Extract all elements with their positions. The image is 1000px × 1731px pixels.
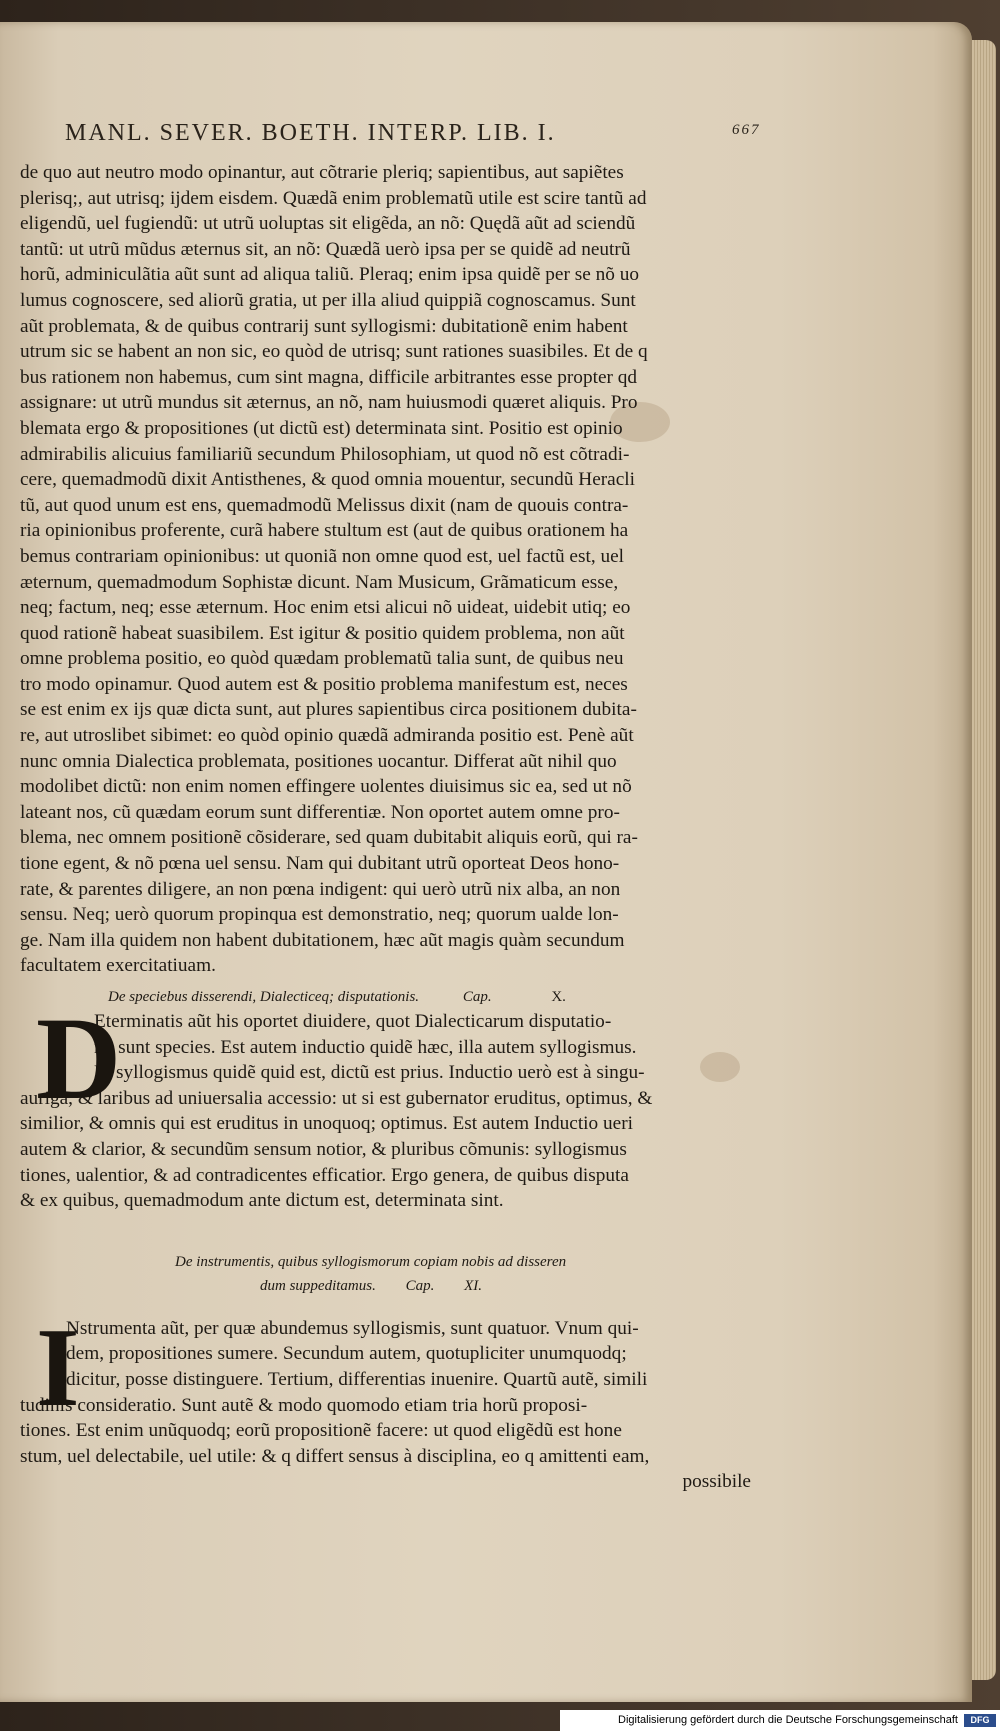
chapter-title: De speciebus disserendi, Dialecticeq; disputationis. (108, 989, 420, 1005)
chapter-heading-10 (20, 985, 765, 1009)
folio-number: 667 (732, 122, 761, 138)
chapter-heading-11-cont (20, 1274, 765, 1298)
chapter-number: X. (551, 989, 566, 1005)
text-line: similior, & omnis qui est eruditus in unoquoq; optimus. Est autem Inductio ueri (20, 1113, 633, 1135)
chapter-heading-11 (20, 1250, 765, 1274)
text-line: se est enim ex ijs quæ dicta sunt, aut plures sapientibus circa positionem dubita- (20, 699, 637, 721)
paragraph-positio (20, 160, 765, 979)
chapter-title: De instrumentis, quibus syllogismorum copiam nobis ad disseren (175, 1253, 567, 1270)
drop-cap-initial: D (36, 993, 122, 1124)
text-line: auriga, & laribus ad uniuersalia accessio: ut si est gubernator eruditus, optimus, & (20, 1087, 653, 1109)
text-line: facultatem exercitatiuam. (20, 955, 216, 977)
header-title: MANL. SEVER. BOETH. INTERP. LIB. I. (65, 120, 556, 146)
text-line: & ex quibus, quemadmodum ante dictum est, determinata sint. (20, 1190, 504, 1212)
running-header (20, 120, 765, 160)
text-line: blemata ergo & propositiones (ut dictũ est) determinata sint. Positio est opinio (20, 417, 623, 439)
text-line: tro modo opinamur. Quod autem est & positio problema manifestum est, neces (20, 673, 628, 695)
text-line: æternum, quemadmodum Sophistæ dicunt. Nam Musicum, Grãmaticum esse, (20, 571, 619, 593)
text-line: re, aut utroslibet sibimet: eo quòd opinio quædã admiranda positio est. Penè aũt (20, 725, 634, 747)
text-line: quod rationẽ habeat suasibilem. Est igitur & positio quidem problema, non aũt (20, 622, 625, 644)
text-line: bemus contrariam opinionibus: ut quoniã non omne quod est, uel factũ est, uel (20, 545, 625, 567)
text-line: tiones. Est enim unũquodq; eorũ propositionẽ facere: ut quod eligẽdũ est hone (20, 1420, 622, 1442)
text-line: tantũ: ut utrũ mũdus æternus sit, an nõ: Quædã uerò ipsa per se quidẽ ad neutrũ (20, 238, 631, 260)
text-line: Et syllogismus quidẽ quid est, dictũ est prius. Inductio uerò est à singu- (94, 1062, 645, 1084)
chapter-number: XI. (464, 1277, 483, 1294)
text-line: utrum sic se habent an non sic, eo quòd de utrisq; sunt rationes suasibiles. Et de q (20, 341, 648, 363)
catchword: possibile (682, 1471, 751, 1493)
text-line: plerisq;, aut utrisq; ijdem eisdem. Quædã enim problematũ utile est scire tantũ ad (20, 187, 647, 209)
footer-credit: Digitalisierung gefördert durch die Deutsche Forschungsgemeinschaft (618, 1714, 958, 1726)
text-line: cere, quemadmodũ dixit Antisthenes, & quod omnia mouentur, secundũ Heracli (20, 469, 636, 491)
chapter-title-cont: dum suppeditamus. (260, 1277, 376, 1294)
text-line: ria opinionibus proferente, curã habere stultum est (aut de quibus orationem ha (20, 520, 629, 542)
paragraph-chapter-11 (20, 1305, 765, 1495)
text-line: autem & clarior, & secundũm sensum notior, & pluribus cõmunis: syllogismus (20, 1138, 627, 1160)
text-line: nunc omnia Dialectica problemata, positiones uocantur. Differat aũt nihil quo (20, 750, 617, 772)
text-line: lateant nos, cũ quædam eorum sunt differentiæ. Non oportet autem omne pro- (20, 801, 620, 823)
page-text (20, 120, 765, 1495)
text-line: modolibet dictũ: non enim nomen effingere uolentes diuisimus sic ea, sed ut nõ (20, 776, 632, 798)
digitization-footer (560, 1710, 1000, 1731)
text-line: omne problema positio, eo quòd quædam problematũ talia sunt, de quibus neu (20, 648, 624, 670)
text-line: eligendũ, uel fugiendũ: ut utrũ uoluptas sit eligẽda, an nõ: Quędã aũt ad sciendũ (20, 213, 636, 235)
text-line: Nstrumenta aũt, per quæ abundemus syllogismis, sunt quatuor. Vnum qui- (66, 1317, 639, 1339)
text-line: admirabilis alicuius familiariũ secundum Philosophiam, ut quod nõ est cõtradi- (20, 443, 630, 465)
dfg-logo: DFG (964, 1714, 996, 1727)
text-line: aũt problemata, & de quibus contrarij sunt syllogismi: dubitationẽ enim habent (20, 315, 628, 337)
text-line: bus rationem non habemus, cum sint magna, difficile arbitrantes esse propter qd (20, 366, 638, 388)
text-line: neq; factum, neq; esse æternum. Hoc enim etsi alicui nõ uideat, uidebit utiq; eo (20, 597, 631, 619)
text-line: lumus cognoscere, sed aliorũ gratia, ut per illa aliud quippiã cognoscamus. Sunt (20, 289, 636, 311)
drop-cap-initial: I (36, 1305, 80, 1430)
chapter-cap-label: Cap. (462, 989, 492, 1005)
chapter-cap-label: Cap. (405, 1277, 435, 1294)
text-line: ge. Nam illa quidem non habent dubitationem, hæc aũt magis quàm secundum (20, 929, 625, 951)
text-line: tione egent, & nõ pœna uel sensu. Nam qui dubitant utrũ oporteat Deos hono- (20, 853, 620, 875)
text-line: stum, uel delectabile, uel utile: & q differt sensus à disciplina, eo q amittenti eam, (20, 1445, 650, 1467)
text-line: assignare: ut utrũ mundus sit æternus, an nõ, nam huiusmodi quæret aliquis. Pro (20, 392, 638, 414)
text-line: dem, propositiones sumere. Secundum autem, quotupliciter unumquodq; (66, 1343, 627, 1365)
text-line: rate, & parentes diligere, an non pœna indigent: qui uerò utrũ nix alba, an non (20, 878, 621, 900)
text-line: horũ, adminiculãtia aũt sunt ad aliqua taliũ. Pleraq; enim ipsa quidẽ per se nõ uo (20, 264, 639, 286)
text-line: sensu. Neq; uerò quorum propinqua est demonstratio, neq; quorum ualde lon- (20, 904, 619, 926)
text-line: dicitur, posse distinguere. Tertium, differentias inuenire. Quartũ autẽ, simili (66, 1368, 648, 1390)
text-line: tudinis consideratio. Sunt autẽ & modo quomodo etiam tria horũ proposi- (20, 1394, 588, 1416)
page-edges (972, 40, 996, 1680)
text-line: tiones, ualentior, & ad contradicentes efficatior. Ergo genera, de quibus disputa (20, 1164, 629, 1186)
text-line: de quo aut neutro modo opinantur, aut cõtrarie pleriq; sapientibus, aut sapiẽtes (20, 162, 624, 183)
text-line: Eterminatis aũt his oportet diuidere, quot Dialecticarum disputatio- (94, 1011, 612, 1032)
text-line: nũ sunt species. Est autem inductio quidẽ hæc, illa autem syllogismus. (94, 1036, 637, 1058)
text-line: tũ, aut quod unum est ens, quemadmodũ Melissus dixit (nam de quouis contra- (20, 494, 629, 516)
text-line: blema, nec omnem positionẽ cõsiderare, sed quam dubitabit aliquis eorũ, qui ra- (20, 827, 638, 849)
